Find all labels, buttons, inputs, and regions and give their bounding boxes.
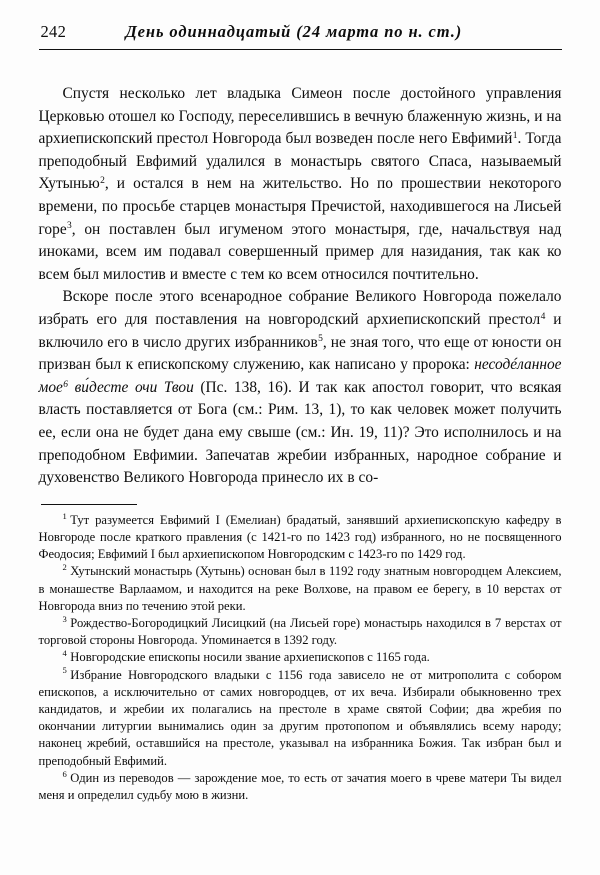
footnote-marker-1[interactable]: 1	[62, 510, 67, 521]
footnote-text: Хутынский монастырь (Хутынь) основан был в 1192 году знатным новгородцем Алексием, в монашестве Варлаамом, и находится на реке Волхове, на правом ее берегу, в 10 верстах от Новгорода вниз по течению этой реки.	[38, 564, 562, 613]
footnote-reference-5[interactable]: 5	[318, 334, 323, 345]
scripture-quote: несодéланное мое	[38, 356, 562, 396]
footnote-reference-3[interactable]: 3	[67, 221, 72, 232]
text-run: , не зная того, что еще от юности он призван был к епископскому служению, как написано у пророка:	[38, 333, 562, 374]
footnote-marker-2[interactable]: 2	[62, 562, 67, 573]
running-head	[39, 0, 562, 56]
footnote-marker-5[interactable]: 5	[62, 665, 67, 676]
paragraph	[39, 83, 562, 286]
footnote-text: Тут разумеется Евфимий I (Емелиан) брадатый, занявший архиепископскую кафедру в Новгороде после краткого правления (с 1421-го по 1423 год) избранного, но не посвященного Феодосия; Евфимий I был архиепископом Новгородским с 1423-го по 1429 год.	[38, 512, 562, 562]
footnote-text: Новгородские епископы носили звание архиепископов с 1165 года.	[70, 650, 430, 665]
footnote-marker-3[interactable]: 3	[62, 613, 67, 624]
footnote-reference-6[interactable]: 6	[63, 379, 68, 390]
footnote-reference-4[interactable]: 4	[540, 311, 546, 322]
footnotes-section	[39, 490, 562, 804]
text-run: и включило его в число других избранников	[38, 310, 562, 351]
body-text	[39, 56, 562, 490]
page-number: 242	[40, 22, 67, 41]
text-run: Вскоре после этого всенародное собрание Великого Новгорода пожелало избрать его для поставления на новгородский архиепископский престол	[38, 288, 562, 328]
footnote-text: Рождество-Богородицкий Лисицкий (на Лисьей горе) монастырь находился в 7 верстах от торговой стороны Новгорода. Упоминается в 1392 году.	[38, 615, 562, 648]
text-run: , он поставлен был игуменом этого монастыря, где, начальствуя над иноками, всем им подавал совершенный пример для назидания, так как ко всем был милостив и вместе с тем ко всем относился почтительно.	[38, 220, 562, 283]
footnote-reference-2[interactable]: 2	[100, 176, 105, 187]
footnote-reference-1[interactable]: 1	[512, 130, 518, 141]
text-run: . Тогда преподобный Евфимий удалился в монастырь святого Спаса, называемый Хутынью	[38, 130, 562, 193]
running-title: День одиннадцатый (24 марта по н. ст.)	[125, 22, 463, 41]
header-rule	[39, 49, 562, 50]
footnote-marker-4[interactable]: 4	[62, 648, 67, 659]
footnote-text: Один из переводов — зарождение мое, то есть от зачатия моего в чреве матери Ты видел меня и определил судьбу мою в жизни.	[38, 770, 562, 802]
footnote-1	[39, 512, 562, 564]
footnote-5	[39, 667, 562, 770]
text-run: , и остался в нем на жительство. Но по прошествии некоторого времени, по просьбе старцев монастыря Пречистой, находившегося на Лисьей горе	[38, 175, 562, 238]
footnote-2	[39, 563, 562, 615]
footnote-4	[39, 649, 562, 666]
footnote-3	[39, 615, 562, 649]
footnote-6	[39, 770, 562, 804]
footnote-marker-6[interactable]: 6	[62, 768, 67, 779]
paragraph	[39, 286, 562, 489]
text-run: (Пс. 138, 16). И так как апостол говорит, что всякая власть поставляется от Бога (см.: Рим. 13, 1), то как человек может получить ее, если она не будет дана ему свыше (см.: Ин. 19, 11)? Это исполнилось и на преподобном Евфимии. Запечатав жребии избранных, народное собрание и духовенство Великого Новгорода принесло их в со-	[38, 378, 562, 487]
footnote-text: Избрание Новгородского владыки с 1156 года зависело не от митрополита с собором епископов, а исключительно от самих новгородцев, от их веча. Избирали обыкновенно трех кандидатов, и жребии их полагались на престоле в храме святой Софии; два жребия по окончании литургии вынимались один за другим протопопом и объявлялись всему народу; наконец жребий, оставшийся на престоле, указывал на избранника Божия. Так избран был и преподобный Евфимий.	[38, 667, 562, 768]
footnote-separator-rule	[41, 504, 137, 505]
footnote-list	[39, 512, 562, 804]
text-run: Спустя несколько лет владыка Симеон после достойного управления Церковью отошел ко Господу, переселившись в вечную блаженную жизнь, и на архиепископский престол Новгорода был возведен после него Евфимий	[38, 85, 562, 148]
scripture-quote: ви́десте очи Твои	[68, 378, 194, 396]
